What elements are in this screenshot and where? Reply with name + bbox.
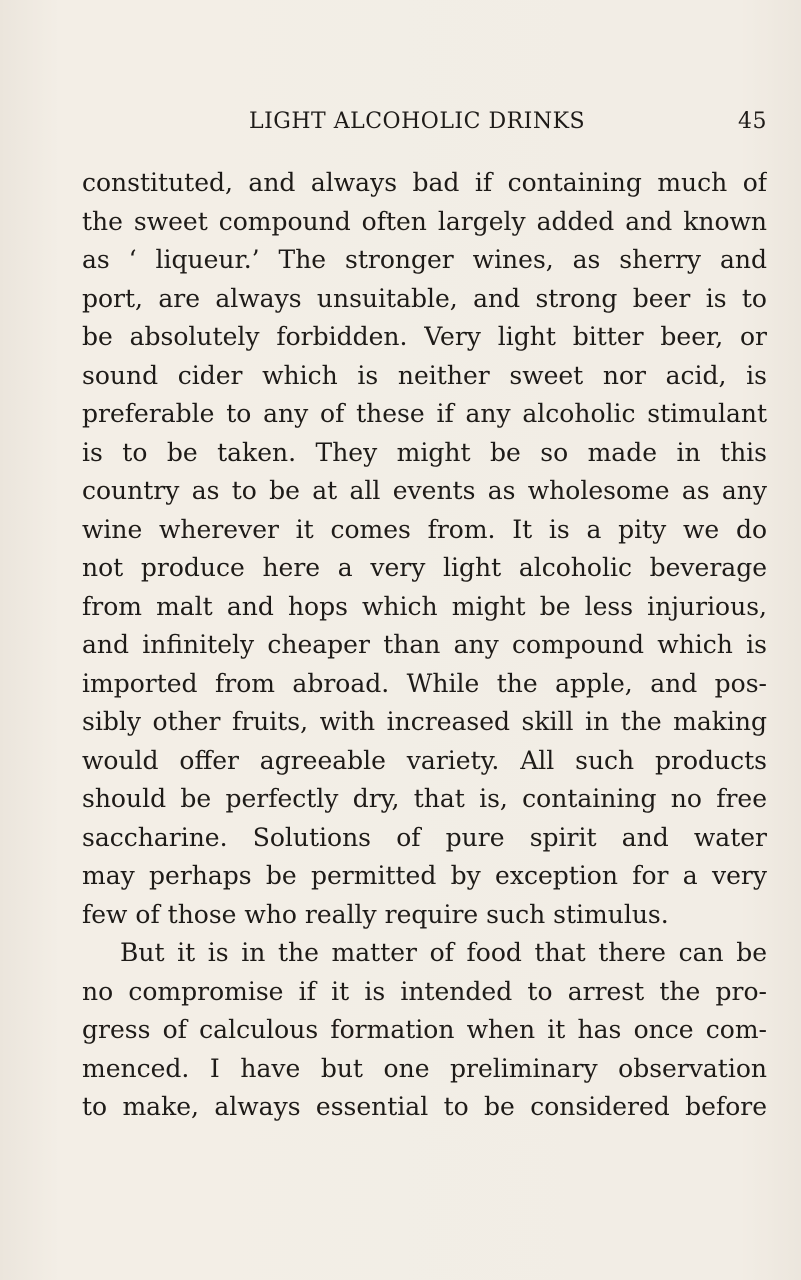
paragraph-2 (82, 934, 767, 1127)
text-line: from malt and hops which might be less injurious, (82, 591, 767, 621)
text-line: should be perfectly dry, that is, containing no free (82, 784, 767, 813)
text-line: country as to be at all events as wholesome as any (82, 476, 767, 505)
text-line: constituted, and always bad if containing much of (82, 168, 767, 197)
text-line: and infinitely cheaper than any compound which is (82, 630, 767, 659)
text-line: port, are always unsuitable, and strong beer is to (82, 283, 767, 313)
text-line: wine wherever it comes from. It is a pity we do (82, 514, 767, 544)
text-line: as ‘ liqueur.’ The stronger wines, as sherry and (82, 245, 767, 274)
text-line: to make, always essential to be considered before (82, 1092, 767, 1121)
paragraph-1 (82, 164, 767, 934)
text-line: not produce here a very light alcoholic beverage (82, 553, 767, 582)
running-head (82, 109, 767, 139)
running-head-title: LIGHT ALCOHOLIC DRINKS (249, 109, 586, 134)
text-line: preferable to any of these if any alcoholic stimulant (82, 399, 767, 428)
text-line: few of those who really require such stimulus. (82, 899, 669, 929)
text-line: sibly other fruits, with increased skill in the making (82, 707, 767, 736)
page-number: 45 (738, 109, 767, 134)
body-text (82, 164, 767, 1127)
text-line: may perhaps be permitted by exception for a very (82, 861, 767, 890)
text-line: be absolutely forbidden. Very light bitter beer, or (82, 322, 767, 351)
text-line: menced. I have but one preliminary observation (82, 1053, 767, 1083)
text-line: sound cider which is neither sweet nor acid, is (82, 360, 767, 390)
text-line: saccharine. Solutions of pure spirit and water (82, 822, 767, 852)
text-line: gress of calculous formation when it has once com- (82, 1015, 767, 1044)
text-line: is to be taken. They might be so made in this (82, 437, 767, 467)
text-line: would offer agreeable variety. All such products (82, 745, 767, 775)
text-line: But it is in the matter of food that there can be (120, 938, 767, 967)
text-line: no compromise if it is intended to arrest the pro- (82, 976, 767, 1006)
text-line: imported from abroad. While the apple, and pos- (82, 668, 767, 698)
text-line: the sweet compound often largely added and known (82, 206, 767, 236)
